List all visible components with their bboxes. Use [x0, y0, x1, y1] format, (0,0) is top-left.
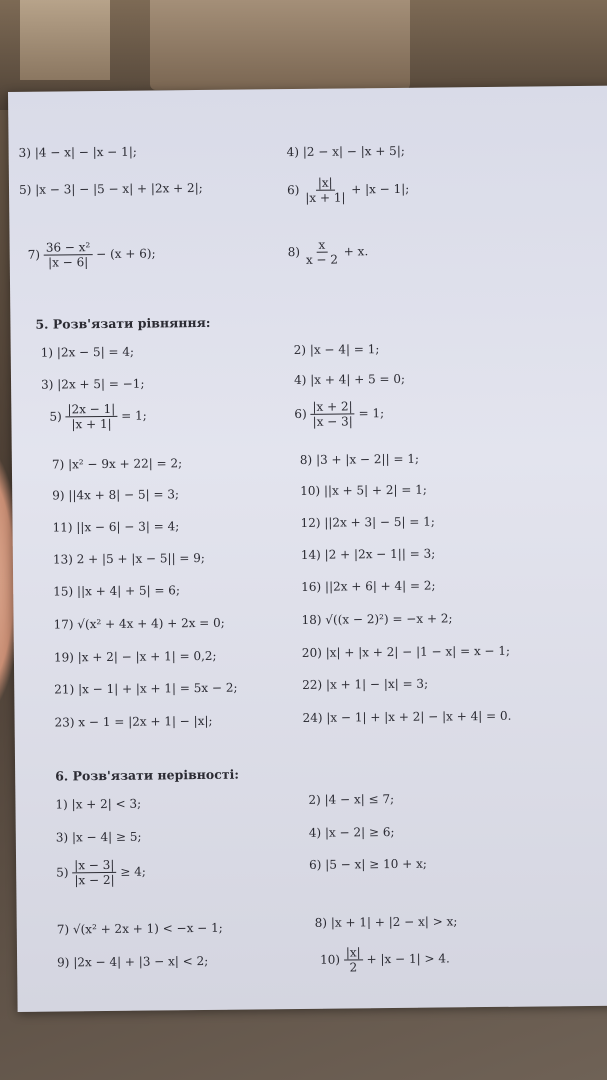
ineq-1: 1) |x + 2| < 3;	[55, 796, 142, 812]
eq-23: 23) x − 1 = |2x + 1| − |x|;	[54, 713, 213, 730]
ineq-5: 5) $\frac{|x - 3|}{|x - 2|}$ ≥ 4;	[56, 857, 146, 888]
ineq-4: 4) |x − 2| ≥ 6;	[308, 824, 395, 840]
eq-1: 1) |2x − 5| = 4;	[40, 344, 135, 360]
eq-5: 5) $\frac{|2x - 1|}{|x + 1|}$ = 1;	[49, 401, 147, 432]
eq-7: 7) |x² − 9x + 22| = 2;	[51, 456, 183, 472]
eq-15: 15) ||x + 4| + 5| = 6;	[53, 583, 181, 599]
eq-24: 24) |x − 1| + |x + 2| − |x + 4| = 0.	[302, 708, 512, 725]
eq-4: 4) |x + 4| + 5 = 0;	[293, 371, 406, 388]
eq-22: 22) |x + 1| − |x| = 3;	[302, 676, 429, 692]
ineq-6: 6) |5 − x| ≥ 10 + x;	[309, 856, 427, 872]
eq-12: 12) ||2x + 3| − 5| = 1;	[300, 514, 435, 530]
worksheet-page	[8, 85, 607, 1012]
eq-18: 18) √((x − 2)²) = −x + 2;	[301, 611, 453, 627]
eq-16: 16) ||2x + 6| + 4| = 2;	[301, 578, 436, 594]
ineq-2: 2) |4 − x| ≤ 7;	[308, 791, 395, 807]
eq-13: 13) 2 + |5 + |x − 5|| = 9;	[52, 550, 206, 567]
ineq-7: 7) √(x² + 2x + 1) < −x − 1;	[56, 920, 223, 937]
eq-8: 8) |3 + |x − 2|| = 1;	[299, 451, 420, 467]
item-top-7: 7) $\frac{\text{36 − x²}}{|x - 6|}$ − (x + 6);	[27, 240, 156, 270]
eq-17: 17) √(x² + 4x + 4) + 2x = 0;	[53, 615, 225, 632]
ineq-3: 3) |x − 4| ≥ 5;	[55, 829, 142, 845]
section-6-heading: 6. Розв'язати нерівності:	[55, 766, 240, 784]
eq-14: 14) |2 + |2x − 1|| = 3;	[300, 546, 436, 562]
section-5-heading: 5. Розв'язати рівняння:	[35, 314, 211, 332]
eq-10: 10) ||x + 5| + 2| = 1;	[300, 482, 427, 498]
eq-2: 2) |x − 4| = 1;	[293, 342, 380, 358]
item-top-6: 6) $\frac{|x|}{|x + 1|}$ + |x − 1|;	[286, 175, 410, 205]
eq-21: 21) |x − 1| + |x + 1| = 5x − 2;	[54, 680, 238, 697]
eq-9: 9) ||4x + 8| − 5| = 3;	[52, 487, 180, 503]
eq-11: 11) ||x − 6| − 3| = 4;	[52, 519, 180, 535]
item-top-8: 8) $\frac{x}{x - 2}$ + x.	[287, 237, 369, 267]
item-top-5: 5) |x − 3| − |5 − x| + |2x + 2|;	[18, 180, 203, 197]
eq-6: 6) $\frac{|x + 2|}{|x - 3|}$ = 1;	[294, 399, 385, 429]
eq-3: 3) |2x + 5| = −1;	[40, 376, 145, 392]
drawer	[150, 0, 410, 90]
cardboard-box	[20, 0, 110, 80]
eq-19: 19) |x + 2| − |x + 1| = 0,2;	[53, 648, 217, 665]
ineq-9: 9) |2x − 4| + |3 − x| < 2;	[57, 953, 209, 970]
item-top-3: 3) |4 − x| − |x − 1|;	[18, 144, 137, 160]
item-top-4: 4) |2 − x| − |x + 5|;	[286, 143, 405, 160]
eq-20: 20) |x| + |x + 2| − |1 − x| = x − 1;	[301, 643, 511, 660]
ineq-10: 10) $\frac{|x|}{2}$ + |x − 1| > 4.	[320, 945, 450, 975]
ineq-8: 8) |x + 1| + |2 − x| > x;	[314, 914, 458, 930]
